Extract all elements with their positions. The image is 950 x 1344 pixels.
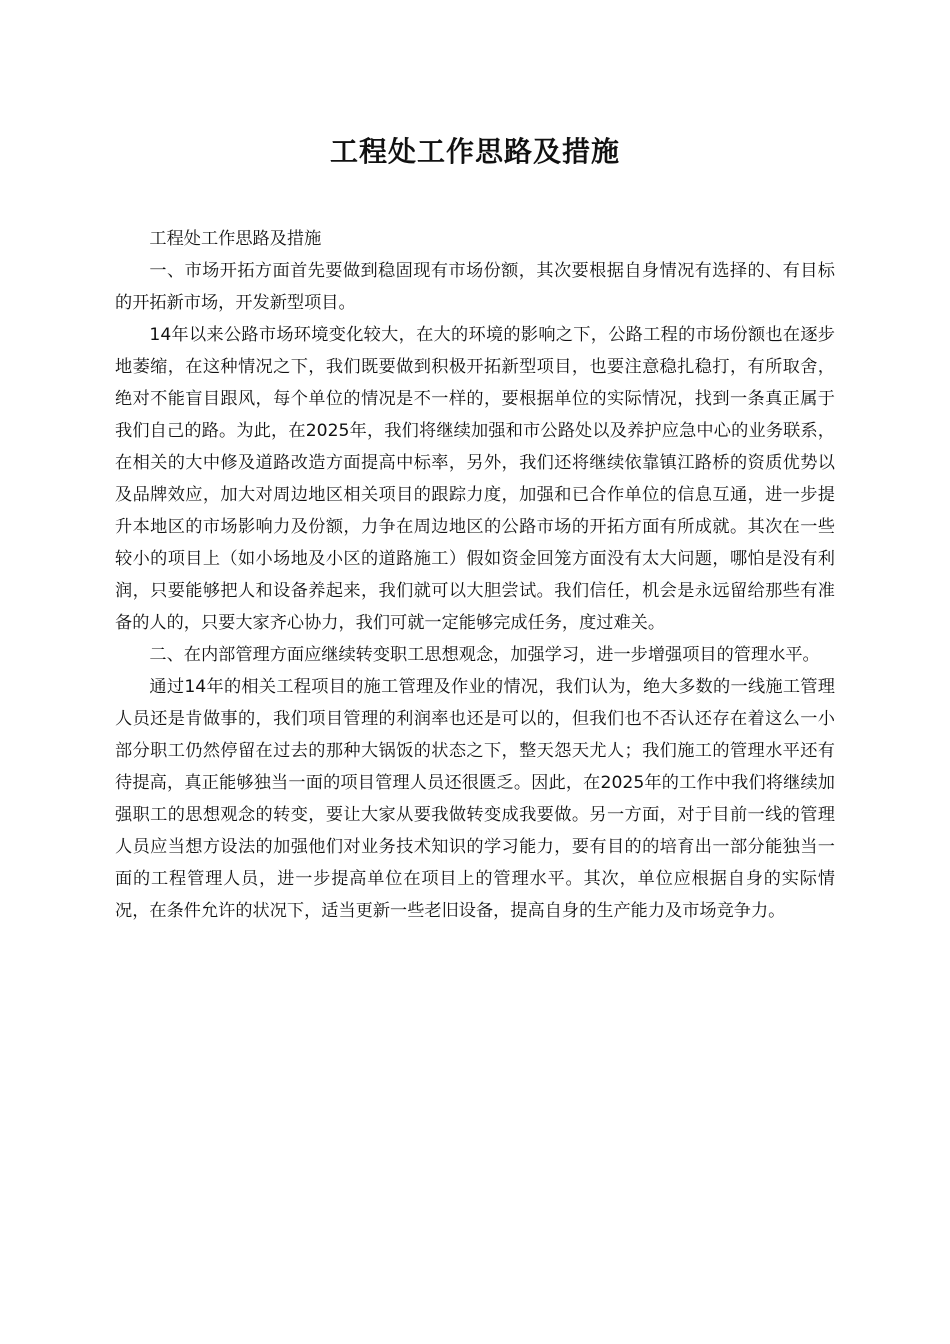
document-body <box>115 223 835 927</box>
paragraph-subtitle: 工程处工作思路及措施 <box>149 229 322 249</box>
paragraph-market-body: 14年以来公路市场环境变化较大，在大的环境的影响之下，公路工程的市场份额也在逐步地萎缩，在这种情况之下，我们既要做到积极开拓新型项目，也要注意稳扎稳打，有所取舍，绝对不能盲目跟风，每个单位的情况是不一样的，要根据单位的实际情况，找到一条真正属于我们自己的路。为此，在2025年，我们将继续加强和市公路处以及养护应急中心的业务联系，在相关的大中修及道路改造方面提高中标率，另外，我们还将继续依靠镇江路桥的资质优势以及品牌效应，加大对周边地区相关项目的跟踪力度，加强和已合作单位的信息互通，进一步提升本地区的市场影响力及份额，力争在周边地区的公路市场的开拓方面有所成就。其次在一些较小的项目上（如小场地及小区的道路施工）假如资金回笼方面没有太大问题，哪怕是没有利润，只要能够把人和设备养起来，我们就可以大胆尝试。我们信任，机会是永远留给那些有准备的人的，只要大家齐心协力，我们可就一定能够完成任务，度过难关。 <box>115 325 835 633</box>
document-title: 工程处工作思路及措施 <box>329 135 620 168</box>
paragraph-market-heading: 一、市场开拓方面首先要做到稳固现有市场份额，其次要根据自身情况有选择的、有目标的开拓新市场，开发新型项目。 <box>115 261 835 313</box>
paragraph-management-heading: 二、在内部管理方面应继续转变职工思想观念，加强学习，进一步增强项目的管理水平。 <box>149 645 820 665</box>
paragraph-management-body: 通过14年的相关工程项目的施工管理及作业的情况，我们认为，绝大多数的一线施工管理人员还是肯做事的，我们项目管理的利润率也还是可以的，但我们也不否认还存在着这么一小部分职工仍然停留在过去的那种大锅饭的状态之下，整天怨天尤人；我们施工的管理水平还有待提高，真正能够独当一面的项目管理人员还很匮乏。因此，在2025年的工作中我们将继续加强职工的思想观念的转变，要让大家从要我做转变成我要做。另一方面，对于目前一线的管理人员应当想方设法的加强他们对业务技术知识的学习能力，要有目的的培育出一部分能独当一面的工程管理人员，进一步提高单位在项目上的管理水平。其次，单位应根据自身的实际情况，在条件允许的状况下，适当更新一些老旧设备，提高自身的生产能力及市场竞争力。 <box>115 677 835 921</box>
